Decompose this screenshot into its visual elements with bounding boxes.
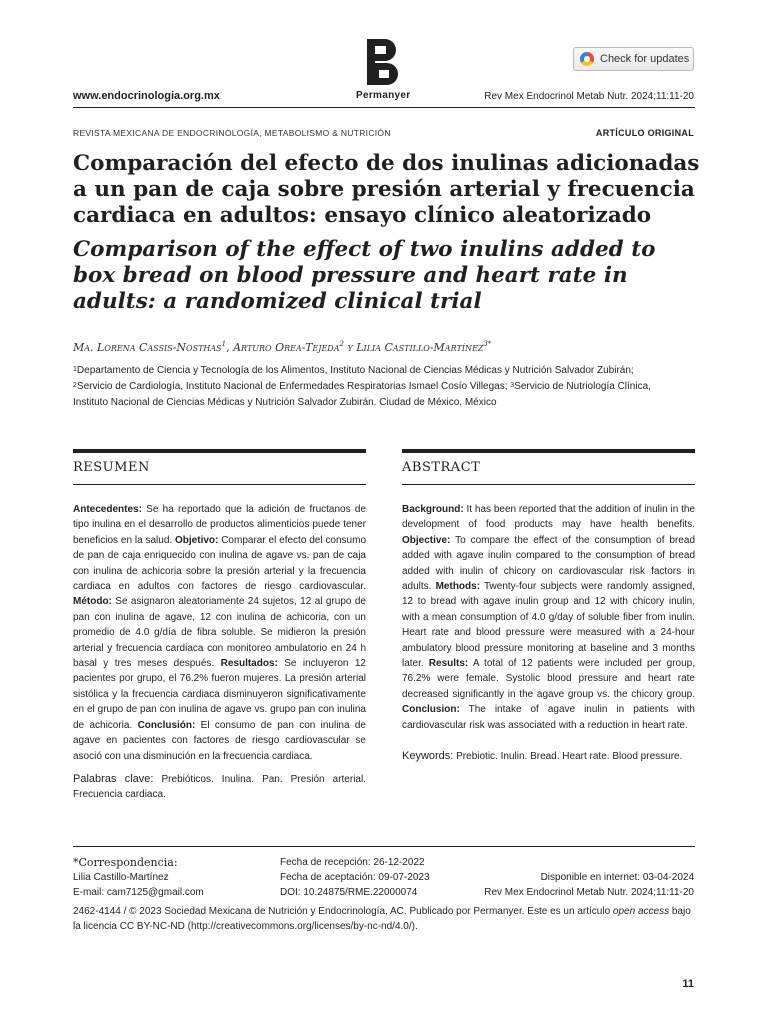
palabras-clave: Palabras clave: Prebióticos. Inulina. Pan. Presión arterial. Frecuencia cardiaca.	[73, 772, 366, 801]
publisher-name: Permanyer	[356, 90, 411, 101]
online-info	[484, 870, 694, 900]
article-dates	[280, 855, 430, 900]
resumen-body: Antecedentes: Se ha reportado que la adición de fructanos de tipo inulina en el desarrollo de productos alimenticios puede tener beneficios en la salud. Objetivo: Comparar el efecto del consumo de pan de caja enriquecido con inulina de agave vs. pan de caja con inulina de achicoria sobre la presión arterial y la frecuencia cardiaca en adultos con factores de riesgo cardiovascular. Método: Se asignaron aleatoriamente 24 sujetos, 12 al grupo de pan con inulina de agave, 12 con inulina de achicoria, con un promedio de 4.0 g/día de fibra soluble. Se midieron la presión arterial y frecuencia cardiaca con monitoreo ambulatorio en 24 h basal y tres meses después. Resultados: Se incluyeron 12 pacientes por grupo, el 76.2% fueron mujeres. La presión arterial sistólica y la frecuencia cardiaca disminuyeron significativamente en el grupo de pan con inulina de agave vs. grupo pan con inulina de achicoria. Conclusión: El consumo de pan con inulina de agave en pacientes con factores de riesgo cardiovascular se asoció con una disminución en la frecuencia cardiaca. Palabras clave: Prebióticos. Inulina. Pan. Presión arterial. Frecuencia cardiaca.	[73, 502, 366, 803]
permanyer-logo	[363, 37, 403, 87]
accepted-date: Fecha de aceptación: 09-07-2023	[280, 872, 430, 883]
resumen-divider	[73, 484, 366, 485]
received-date: Fecha de recepción: 26-12-2022	[280, 857, 425, 868]
author: Ma. Lorena Cassis-Nosthas$^1$,	[73, 340, 234, 354]
title-spanish: Comparación del efecto de dos inulinas adicionadas a un pan de caja sobre presión arterial y frecuencia cardiaca en adultos: ensayo clínico aleatorizado	[73, 151, 700, 228]
journal-website-link[interactable]: www.endocrinologia.org.mx	[73, 90, 220, 102]
check-for-updates-button[interactable]	[573, 47, 694, 71]
correspondence-label: *Correspondencia:	[73, 856, 178, 869]
resumen-bar	[73, 449, 366, 453]
author: Lilia Castillo-Martínez$^{3*}$	[356, 340, 492, 354]
page-number: 11	[682, 978, 694, 990]
abstract-body: Background: It has been reported that the addition of inulin in the development of food products may have health benefits. Objective: To compare the effect of the consumption of bread added with agave inulin compared to the consumption of bread added with inulin of chicory on cardiovascular risk factors in adults. Methods: Twenty-four subjects were randomly assigned, 12 to bread with agave inulin group and 12 with chicory inulin, with a mean consumption of 4.0 g/day of soluble fiber from inulin. Heart rate and blood pressure were measured with a 24-hour ambulatory blood pressure monitoring at baseline and 3 months later. Results: A total of 12 patients were included per group, 76.2% were female. Systolic blood pressure and heart rate decreased significantly in the agave group vs. the chicory group. Conclusion: The intake of agave inulin in patients with cardiovascular risk was associated with a reduction in heart rate. Keywords: Prebiotic. Inulin. Bread. Heart rate. Blood pressure.	[402, 502, 695, 765]
affiliation-line: $^2$Servicio de Cardiología, Instituto Nacional de Enfermedades Respiratorias Ismael Cosío Villegas; $^3$Servicio de Nutriología Clínica,	[73, 381, 651, 392]
abstract-bar	[402, 449, 695, 453]
check-updates-label: Check for updates	[600, 53, 690, 65]
affiliation-line: $^1$Departamento de Ciencia y Tecnología de los Alimentos, Instituto Nacional de Ciencias Médicas y Nutrición Salvador Zubirán;	[73, 365, 634, 376]
online-date: Disponible en internet: 03-04-2024	[540, 872, 694, 883]
keywords: Keywords: Prebiotic. Inulin. Bread. Heart rate. Blood pressure.	[402, 750, 683, 763]
correspondence	[73, 855, 204, 900]
footer-citation: Rev Mex Endocrinol Metab Nutr. 2024;11:11-20	[484, 887, 694, 898]
title-english: Comparison of the effect of two inulins added to box bread on blood pressure and heart rate in adults: a randomized clinical trial	[73, 237, 656, 314]
affiliation-line: Instituto Nacional de Ciencias Médicas y Nutrición Salvador Zubirán. Ciudad de México, México	[73, 397, 497, 408]
affiliations	[73, 363, 698, 411]
author-list	[73, 341, 491, 354]
journal-name: REVISTA MEXICANA DE ENDOCRINOLOGÍA, METABOLISMO & NUTRICIÓN	[73, 128, 391, 138]
footer-divider	[73, 846, 695, 847]
article-type: ARTÍCULO ORIGINAL	[595, 128, 694, 138]
correspondence-email[interactable]: E-mail: cam7125@gmail.com	[73, 887, 204, 898]
license-text: 2462-4144 / © 2023 Sociedad Mexicana de Nutrición y Endocrinología, AC. Publicado por Permanyer. Este es un artículo open access bajo la licencia CC BY-NC-ND (http://creativecommons.org/licenses/by-nc-nd/4.0/).	[73, 906, 691, 932]
crossmark-icon	[580, 52, 594, 66]
abstract-divider	[402, 484, 695, 485]
author: Arturo Orea-Tejeda$^2$ y	[233, 340, 357, 354]
header-divider	[73, 107, 695, 108]
resumen-heading: RESUMEN	[73, 460, 150, 475]
doi-link[interactable]: DOI: 10.24875/RME.22000074	[280, 887, 418, 898]
header-citation: Rev Mex Endocrinol Metab Nutr. 2024;11:11-20	[484, 91, 694, 102]
abstract-heading: ABSTRACT	[402, 460, 481, 475]
correspondence-name: Lilia Castillo-Martínez	[73, 872, 169, 883]
